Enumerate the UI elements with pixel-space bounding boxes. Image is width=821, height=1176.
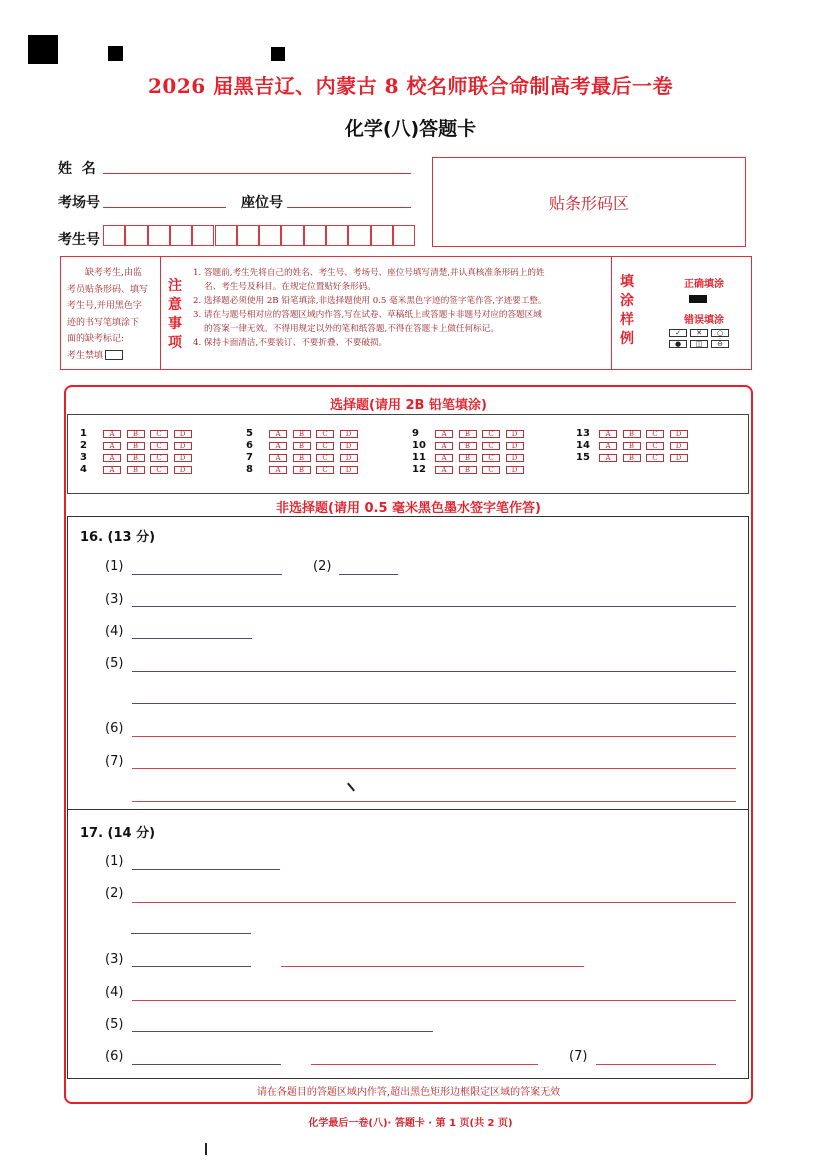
choice-option-bubble[interactable]: C [482, 442, 500, 450]
q16-part-label: (6) [105, 721, 124, 736]
q17-part-label: (3) [105, 952, 124, 967]
choice-question-number: 5 [246, 428, 253, 439]
choice-question-number: 3 [80, 452, 87, 463]
choice-option-bubble[interactable]: D [340, 430, 358, 438]
q16-4-answer-line[interactable] [132, 638, 252, 639]
wrong-sample-dot-icon: ● [669, 340, 687, 348]
choice-option-bubble[interactable]: A [435, 454, 453, 462]
q17-3-answer-line[interactable] [281, 966, 584, 967]
choice-grid [67, 414, 749, 494]
q16-2-answer-line[interactable] [339, 574, 398, 575]
q16-part-label: (1) [105, 559, 124, 574]
choice-question-number: 2 [80, 440, 87, 451]
choice-question-number: 7 [246, 452, 253, 463]
notice-heading-char: 项 [168, 335, 182, 351]
choice-option-bubble[interactable]: B [623, 454, 641, 462]
stray-mark [205, 1143, 207, 1155]
notice-rules [193, 257, 613, 369]
choice-option-bubble[interactable]: D [174, 466, 192, 474]
choice-option-bubble[interactable]: B [459, 454, 477, 462]
q17-2-answer-line[interactable] [132, 902, 736, 903]
rule-line: 2. 选择题必须使用 2B 铅笔填涂,非选择题使用 0.5 毫米黑色字迹的签字笔作答,字迹要工整。 [193, 296, 547, 306]
sample-heading-char: 样 [620, 312, 634, 328]
choice-option-bubble[interactable]: C [150, 442, 168, 450]
q16-heading: 16. (13 分) [80, 530, 156, 545]
nonchoice-section-title: 非选择题(请用 0.5 毫米黑色墨水签字笔作答) [276, 501, 541, 516]
seat-field[interactable] [287, 207, 411, 208]
rule-line: 名、考生号及科目。在规定位置贴好条形码。 [204, 282, 376, 292]
choice-question-number: 13 [576, 428, 590, 439]
choice-option-bubble[interactable]: A [269, 466, 287, 474]
choice-option-bubble[interactable]: A [103, 442, 121, 450]
name-field[interactable] [103, 173, 411, 174]
q16-6-answer-line[interactable] [132, 736, 736, 737]
wrong-sample-lines-icon: ⊖ [711, 340, 729, 348]
sample-heading-char: 涂 [620, 293, 634, 309]
choice-option-bubble[interactable]: A [103, 454, 121, 462]
student-id-digit-box[interactable] [192, 225, 214, 246]
wrong-sample-cross-icon: ✕ [690, 329, 708, 337]
choice-option-bubble[interactable]: C [316, 454, 334, 462]
student-id-digit-box[interactable] [215, 225, 237, 246]
choice-option-bubble[interactable]: C [316, 466, 334, 474]
choice-option-bubble[interactable]: A [599, 454, 617, 462]
choice-option-bubble[interactable]: C [646, 454, 664, 462]
q17-part-label: (7) [569, 1049, 588, 1064]
q17-part-label: (1) [105, 854, 124, 869]
choice-option-bubble[interactable]: A [103, 466, 121, 474]
name-label: 姓 名 [58, 161, 96, 177]
choice-option-bubble[interactable]: A [269, 454, 287, 462]
student-id-digit-box[interactable] [371, 225, 393, 246]
q16-part-label: (3) [105, 592, 124, 607]
choice-option-bubble[interactable]: D [506, 454, 524, 462]
q16-part-label: (2) [313, 559, 332, 574]
choice-option-bubble[interactable]: A [599, 430, 617, 438]
choice-option-bubble[interactable]: A [269, 430, 287, 438]
sample-heading-char: 例 [620, 331, 634, 347]
notice-heading-char: 意 [168, 297, 182, 313]
choice-option-bubble[interactable]: C [646, 430, 664, 438]
q16-1-answer-line[interactable] [132, 574, 282, 575]
notice-heading-char: 事 [168, 316, 182, 332]
fill-sample-panel [611, 257, 751, 369]
student-id-digit-box[interactable] [170, 225, 192, 246]
q16-5-answer-line[interactable] [132, 671, 736, 672]
boundary-footnote: 请在各题目的答题区域内作答,超出黑色矩形边框限定区域的答案无效 [256, 1087, 561, 1098]
student-id-digit-box[interactable] [259, 225, 281, 246]
choice-option-bubble[interactable]: C [316, 442, 334, 450]
q17-1-answer-line[interactable] [132, 869, 280, 870]
exam-room-field[interactable] [103, 207, 226, 208]
q17-part-label: (6) [105, 1049, 124, 1064]
rule-line: 3. 请在与题号相对应的答题区域内作答,写在试卷、草稿纸上或答题卡非题号对应的答题区域 [193, 310, 542, 320]
wrong-fill-label: 错误填涂 [684, 315, 724, 326]
choice-option-bubble[interactable]: D [670, 442, 688, 450]
choice-question-number: 14 [576, 440, 590, 451]
sample-heading-char: 填 [620, 274, 634, 290]
wrong-sample-check-icon: ✓ [669, 329, 687, 337]
student-id-digit-box[interactable] [125, 225, 147, 246]
choice-option-bubble[interactable]: A [435, 430, 453, 438]
choice-question-number: 11 [412, 452, 426, 463]
absent-line: 考生号,并用黑色字 [67, 301, 142, 311]
q16-part-label: (5) [105, 656, 124, 671]
choice-option-bubble[interactable]: B [459, 430, 477, 438]
q17-5-answer-line[interactable] [132, 1031, 433, 1032]
choice-option-bubble[interactable]: D [174, 454, 192, 462]
q17-part-label: (4) [105, 985, 124, 1000]
rule-line: 的答案一律无效。不得用规定以外的笔和纸答题,不得在答题卡上做任何标记。 [204, 324, 499, 334]
student-id-label: 考生号 [58, 232, 100, 248]
q17-4-answer-line[interactable] [132, 1000, 736, 1001]
notice-heading-char: 注 [168, 278, 182, 294]
absent-mark-row [67, 348, 154, 365]
choice-section-title: 选择题(请用 2B 铅笔填涂) [330, 398, 487, 413]
q17-6-answer-line[interactable] [311, 1064, 538, 1065]
choice-option-bubble[interactable]: C [646, 442, 664, 450]
choice-question-number: 15 [576, 452, 590, 463]
choice-option-bubble[interactable]: B [127, 454, 145, 462]
choice-option-bubble[interactable]: C [482, 466, 500, 474]
card-subtitle: 化学(八)答题卡 [344, 118, 477, 140]
q17-7-answer-line[interactable] [596, 1064, 716, 1065]
choice-question-number: 4 [80, 464, 87, 475]
sample-heading [620, 273, 634, 349]
absent-mark-label: 考生禁填 [67, 350, 104, 361]
exam-title: 2026 届黑吉辽、内蒙古 8 校名师联合命制高考最后一卷 [148, 74, 673, 98]
rule-line: 4. 保持卡面清洁,不要装订、不要折叠、不要破损。 [193, 338, 388, 348]
wrong-sample-circle-icon: ○ [711, 329, 729, 337]
q16-part-label: (7) [105, 754, 124, 769]
absent-instructions [61, 257, 161, 369]
choice-option-bubble[interactable]: D [670, 454, 688, 462]
choice-option-bubble[interactable]: D [506, 430, 524, 438]
absent-line: 缺考考生,由监 [85, 268, 142, 278]
nonchoice-answer-box [67, 516, 749, 1079]
registration-marker-small [108, 46, 123, 61]
choice-option-bubble[interactable]: D [506, 466, 524, 474]
absent-mark-checkbox[interactable] [105, 350, 123, 360]
q16-5-answer-line[interactable] [132, 703, 736, 704]
q17-part-label: (2) [105, 886, 124, 901]
choice-option-bubble[interactable]: A [599, 442, 617, 450]
rule-line: 1. 答题前,考生先将自己的姓名、考生号、考场号、座位号填写清楚,并认真核准条形码上的姓 [193, 268, 545, 278]
correct-fill-sample [689, 295, 707, 303]
choice-option-bubble[interactable]: B [293, 454, 311, 462]
choice-option-bubble[interactable]: B [293, 430, 311, 438]
student-id-digit-box[interactable] [348, 225, 370, 246]
choice-option-bubble[interactable]: B [127, 442, 145, 450]
choice-question-number: 8 [246, 464, 253, 475]
choice-question-number: 6 [246, 440, 253, 451]
choice-option-bubble[interactable]: C [150, 430, 168, 438]
choice-option-bubble[interactable]: C [316, 430, 334, 438]
absent-line: 面的缺考标记: [67, 334, 125, 344]
choice-option-bubble[interactable]: A [435, 466, 453, 474]
choice-option-bubble[interactable]: B [293, 466, 311, 474]
q17-part-label: (5) [105, 1017, 124, 1032]
student-id-digit-box[interactable] [304, 225, 326, 246]
choice-option-bubble[interactable]: B [293, 442, 311, 450]
absent-line: 迹的书写笔填涂下 [67, 317, 140, 328]
choice-question-number: 10 [412, 440, 426, 451]
q16-part-label: (4) [105, 624, 124, 639]
q16-3-answer-line[interactable] [132, 606, 736, 607]
choice-option-bubble[interactable]: B [623, 442, 641, 450]
q16-7-answer-line[interactable] [132, 768, 736, 769]
choice-option-bubble[interactable]: D [506, 442, 524, 450]
choice-option-bubble[interactable]: C [482, 430, 500, 438]
choice-option-bubble[interactable]: A [435, 442, 453, 450]
choice-option-bubble[interactable]: C [482, 454, 500, 462]
student-id-digit-box[interactable] [281, 225, 303, 246]
student-id-digit-box[interactable] [103, 225, 125, 246]
choice-option-bubble[interactable]: A [103, 430, 121, 438]
registration-marker-large [28, 35, 58, 64]
seat-label: 座位号 [241, 195, 283, 211]
notice-panel [60, 256, 752, 370]
barcode-area [432, 157, 746, 247]
barcode-label: 贴条形码区 [548, 193, 629, 213]
choice-option-bubble[interactable]: D [340, 454, 358, 462]
choice-option-bubble[interactable]: D [174, 442, 192, 450]
choice-question-number: 9 [412, 428, 419, 439]
q17-3-answer-line[interactable] [132, 966, 251, 967]
choice-option-bubble[interactable]: C [150, 454, 168, 462]
choice-option-bubble[interactable]: C [150, 466, 168, 474]
choice-option-bubble[interactable]: B [459, 442, 477, 450]
student-id-digit-box[interactable] [237, 225, 259, 246]
correct-fill-label: 正确填涂 [684, 279, 724, 290]
choice-option-bubble[interactable]: B [127, 466, 145, 474]
choice-option-bubble[interactable]: D [340, 442, 358, 450]
choice-option-bubble[interactable]: A [269, 442, 287, 450]
wrong-fill-samples [669, 329, 733, 348]
question-divider [68, 809, 748, 810]
page-footer: 化学最后一卷(八)· 答题卡 · 第 1 页(共 2 页) [308, 1118, 513, 1129]
choice-option-bubble[interactable]: B [127, 430, 145, 438]
registration-marker-small [271, 47, 285, 61]
choice-option-bubble[interactable]: D [670, 430, 688, 438]
q17-2-answer-line[interactable] [131, 933, 251, 934]
choice-option-bubble[interactable]: B [459, 466, 477, 474]
choice-question-number: 12 [412, 464, 426, 475]
exam-room-label: 考场号 [58, 195, 100, 211]
choice-question-number: 1 [80, 428, 87, 439]
q17-6-answer-line[interactable] [132, 1064, 281, 1065]
choice-option-bubble[interactable]: D [340, 466, 358, 474]
wrong-sample-partial-icon: ◫ [690, 340, 708, 348]
notice-heading [161, 257, 189, 369]
choice-option-bubble[interactable]: B [623, 430, 641, 438]
absent-line: 考员贴条形码、填写 [67, 284, 149, 295]
q17-heading: 17. (14 分) [80, 826, 156, 841]
student-id-digit-box[interactable] [393, 225, 415, 246]
choice-option-bubble[interactable]: D [174, 430, 192, 438]
student-id-digit-box[interactable] [148, 225, 170, 246]
student-id-digit-box[interactable] [326, 225, 348, 246]
q16-7-answer-line[interactable] [132, 801, 736, 802]
